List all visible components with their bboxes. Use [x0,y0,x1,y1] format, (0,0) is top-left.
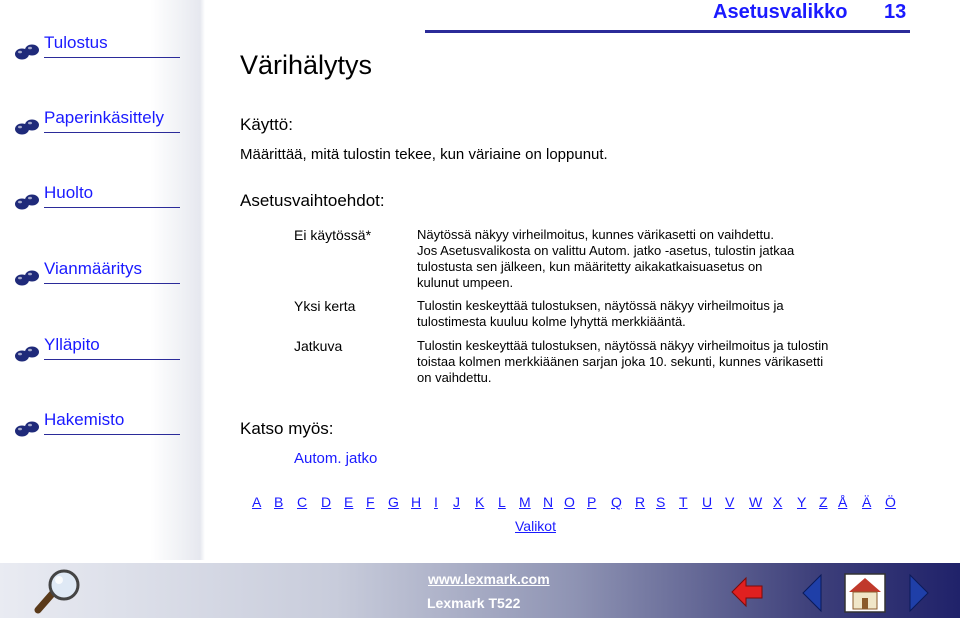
index-letter-link[interactable]: R [635,494,646,510]
index-letter-link[interactable]: Å [838,494,848,510]
sidebar-item-rule [44,283,180,284]
index-letter-link[interactable]: J [453,494,460,510]
sidebar-navigation [0,0,205,560]
option-description-line: tulostimesta kuuluu kolme lyhyttä merkkiääntä. [417,314,686,329]
index-letter-link[interactable]: G [388,494,399,510]
option-description-line: kulunut umpeen. [417,275,514,290]
index-letter-link[interactable]: P [587,494,597,510]
option-description [417,227,897,291]
see-also-heading: Katso myös: [240,419,334,438]
sidebar-item-label: Huolto [44,183,94,202]
nav-bullet-icon [14,41,40,61]
index-letter-link[interactable]: Ö [885,494,896,510]
index-letter-link[interactable]: W [749,494,763,510]
next-page-arrow-icon[interactable] [908,573,930,613]
website-link[interactable]: www.lexmark.com [428,571,550,587]
see-also-link[interactable]: Autom. jatko [294,450,378,467]
index-letter-link[interactable]: Ä [862,494,872,510]
index-letter-link[interactable]: X [773,494,783,510]
sidebar-item-rule [44,132,180,133]
options-heading: Asetusvaihtoehdot: [240,191,385,210]
usage-text: Määrittää, mitä tulostin tekee, kun väriaine on loppunut. [240,146,608,163]
page-title: Värihälytys [240,50,373,80]
sidebar-item-tulostus[interactable] [14,32,184,62]
index-letter-link[interactable]: F [366,494,375,510]
sidebar-item-rule [44,434,180,435]
index-letter-link[interactable]: C [297,494,308,510]
index-letter-link[interactable]: K [475,494,485,510]
index-letter-link[interactable]: L [498,494,506,510]
index-letter-link[interactable]: O [564,494,575,510]
header-divider [425,30,910,33]
index-letter-link[interactable]: Y [797,494,807,510]
sidebar-item-yllapito[interactable] [14,334,184,364]
option-description-line: Jos Asetusvalikosta on valittu Autom. jatko -asetus, tulostin jatkaa [417,243,795,258]
sidebar-item-label: Ylläpito [44,335,100,354]
sidebar-item-label: Tulostus [44,33,108,52]
index-letter-link[interactable]: B [274,494,284,510]
nav-bullet-icon [14,191,40,211]
nav-bullet-icon [14,267,40,287]
index-letter-link[interactable]: V [725,494,735,510]
option-description-line: Tulostin keskeyttää tulostuksen, näytössä näkyy virheilmoitus ja [417,298,784,313]
index-letter-link[interactable]: E [344,494,354,510]
nav-bullet-icon [14,418,40,438]
option-description [417,338,897,386]
back-arrow-icon[interactable] [801,573,823,613]
index-letter-link[interactable]: A [252,494,262,510]
previous-page-arrow-icon[interactable] [730,575,764,609]
home-icon[interactable] [843,572,887,614]
option-name: Jatkuva [294,338,343,354]
index-letter-link[interactable]: Q [611,494,622,510]
sidebar-item-paperinkasittely[interactable] [14,107,184,137]
index-letter-link[interactable]: D [321,494,332,510]
sidebar-item-label: Hakemisto [44,410,125,429]
option-description-line: tulostusta sen jälkeen, kun määritetty aikakatkaisuasetus on [417,259,763,274]
index-letter-link[interactable]: M [519,494,531,510]
sidebar-item-vianmaaritys[interactable] [14,258,184,288]
option-description [417,298,897,330]
sidebar-item-label: Vianmääritys [44,259,142,278]
usage-heading: Käyttö: [240,115,293,134]
nav-bullet-icon [14,343,40,363]
index-letter-link[interactable]: I [434,494,438,510]
option-name: Yksi kerta [294,298,356,314]
sidebar-item-rule [44,207,180,208]
printer-model: Lexmark T522 [427,595,521,611]
nav-bullet-icon [14,116,40,136]
option-description-line: toistaa kolmen merkkiäänen sarjan joka 10. sekunti, kunnes värikasetti [417,354,824,369]
index-letter-link[interactable]: N [543,494,554,510]
search-icon[interactable] [30,568,88,614]
index-letter-link[interactable]: U [702,494,713,510]
section-title-link[interactable]: Asetusvalikko [713,1,848,23]
page-number: 13 [884,1,907,23]
option-name: Ei käytössä* [294,227,372,243]
index-letter-link[interactable]: T [679,494,688,510]
sidebar-item-huolto[interactable] [14,182,184,212]
option-description-line: Tulostin keskeyttää tulostuksen, näytössä näkyy virheilmoitus ja tulostin [417,338,829,353]
index-letter-link[interactable]: S [656,494,666,510]
index-letter-link[interactable]: Z [819,494,828,510]
option-description-line: Näytössä näkyy virheilmoitus, kunnes värikasetti on vaihdettu. [417,227,774,242]
sidebar-item-label: Paperinkäsittely [44,108,165,127]
index-letter-link[interactable]: H [411,494,422,510]
sidebar-item-hakemisto[interactable] [14,409,184,439]
menus-link[interactable]: Valikot [515,518,556,534]
sidebar-item-rule [44,57,180,58]
sidebar-item-rule [44,359,180,360]
option-description-line: on vaihdettu. [417,370,492,385]
